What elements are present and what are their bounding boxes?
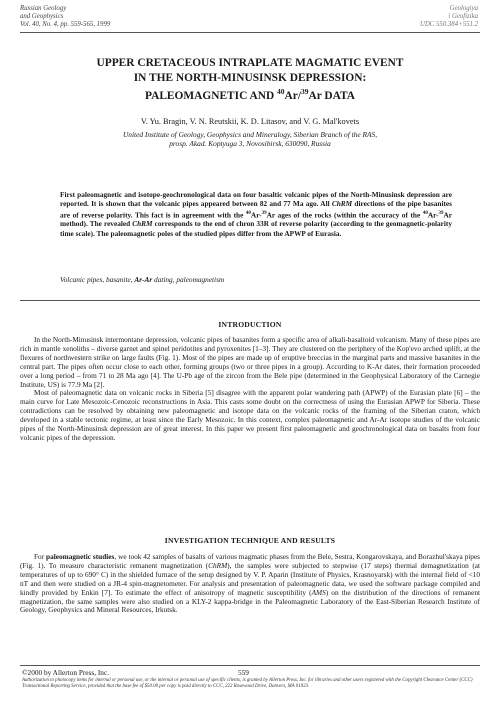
- section-heading-methods: INVESTIGATION TECHNIQUE AND RESULTS: [164, 536, 336, 545]
- affiliation-line1: United Institute of Geology, Geophysics and Mineralogy, Siberian Branch of the RAS,: [122, 130, 378, 139]
- author-list: V. Yu. Bragin, V. N. Reutskii, K. D. Litasov, and V. G. Mal'kovets: [140, 117, 360, 126]
- original-journal-line2: i Geofizika: [448, 13, 478, 21]
- title-line1: UPPER CRETACEOUS INTRAPLATE MAGMATIC EVENT: [96, 57, 404, 69]
- title-line3: PALEOMAGNETIC AND $^{40}$Ar/$^{39}$Ar DATA: [144, 87, 356, 102]
- journal-name-line2: and Geophysics: [20, 13, 64, 21]
- copyright-notice: ©2000 by Allerton Press, Inc.: [22, 668, 110, 677]
- title-line2: IN THE NORTH-MINUSINSK DEPRESSION:: [133, 71, 367, 84]
- journal-volume: Vol. 40, No. 4, pp. 559-565, 1999: [20, 21, 111, 29]
- footer-divider: [20, 665, 480, 666]
- udc-code: UDC 550.384+551.2: [419, 21, 478, 29]
- page-number: 559: [238, 668, 249, 677]
- affiliation-line2: prosp. Akad. Koptyuga 3, Novosibirsk, 630090, Russia: [169, 139, 331, 149]
- abstract: First paleomagnetic and isotope-geochronological data on four basaltic volcanic pipes of the North-Minusinsk depression are reported. It is shown that the volcanic pipes appeared between 82 and 77 Ma ago. All ChRM directions of the pipe basanites are of reverse polarity. This fact is in agreement with the $^{40}$Ar-$^{39}$Ar ages of the rocks (within the accuracy of the $^{40}$Ar-$^{39}$Ar method). The revealed ChRM corresponds to the end of chron 33R of reverse polarity (according to the geomagnetic-polarity time scale). The paleomagnetic poles of the studied pipes differ from the APWP of Eurasia.: [60, 190, 453, 238]
- paper-title: [30, 56, 470, 103]
- methods-body: [20, 553, 480, 615]
- keywords: Volcanic pipes, basanite, Ar-Ar dating, paleomagnetism: [60, 275, 225, 284]
- header-divider: [20, 32, 480, 33]
- methods-paragraph: For paleomagnetic studies, we took 42 samples of basalts of various magmatic phases from the Bele, Sestra, Kongarovskaya, and Borazhul'skaya pipes (Fig. 1). To measure characteristic remanent magnetization (ChRM), the samples were subjected to stepwise (17 steps) thermal demagnetization (at temperatures of up to 690° C) in the shielded furnace of the setup designed by V. P. Aparin (Institute of Physics, Krasnoyarsk) with the internal field of <10 nT and then were studied on a JR-4 spin-magnetometer. For analysis and presentation of paleomagnetic data, we used the software package compiled and kindly provided by Enkin [7]. To estimate the effect of anisotropy of magnetic susceptibility (AMS) on the distribution of the directions of remanent magnetization, the same samples were also studied on a KLY-2 kappa-bridge in the Paleomagnetic Laboratory of the East-Siberian Research Institute of Geology, Geophysics and Mineral Resources, Irkutsk.: [20, 552, 481, 615]
- journal-name-line1: Russian Geology: [20, 5, 67, 12]
- authorization-notice: Authorization to photocopy items for internal or personal use, or the internal or personal use of specific clients, is granted by Allerton Press, Inc. for libraries and other users registered with the Copyright Clearance Center (CCC) Transactional Reporting Service, provided that the base fee of $50.00 per copy is paid directly to CCC, 222 Rosewood Drive, Danvers, MA 01923.: [22, 678, 473, 689]
- affiliation: [40, 130, 460, 149]
- section-heading-introduction: INTRODUCTION: [218, 320, 282, 329]
- intro-paragraph: Most of paleomagnetic data on volcanic rocks in Siberia [5] disagree with the apparent polar wandering path (APWP) of the Eurasian plate [6] – the main curve for Late Mesozoic-Cenozoic reconstructions in Asia. This casts some doubt on the correctness of using the Eurasian APWP for Siberia. These contradictions can be resolved by obtaining new paleomagnetic and isotope data on the volcanic rocks of the framing of the Siberian craton, which developed in a stable tectonic regime, at least since the Early Mesozoic. In this context, complex paleomagnetic and Ar-Ar isotope studies of the volcanic pipes of the North-Minusinsk depression are of great interest. In this paper we present first paleomagnetic and geochronological data on basalts from four volcanic pipes of the depression.: [20, 388, 480, 442]
- introduction-body: [20, 336, 480, 443]
- original-journal-line1: Geologiya: [449, 5, 478, 12]
- journal-header: [20, 5, 110, 30]
- intro-paragraph: In the North-Minusinsk intermontane depression, volcanic pipes of basanites form a specific area of alkali-basaltoid volcanism. Many of these pipes are rich in mantle xenoliths – diverse garnet and spinel peridotites and pyroxenites [1–3]. They are clustered on the periphery of the Kop'evo arched uplift, at the flexures of northwestern strike on large faults (Fig. 1). Most of the pipes are made up of eruptive breccias in the marginal parts and massive basanites in the central part. The pipes often occur close to each other, forming groups (two or three pipes in a group). According to K-Ar dates, their formation proceeded over a long period – from 71 to 28 Ma ago [4]. The U-Pb age of the zircon from the Bele pipe (determined in the Geophysical Laboratory of the Carnegie Institute, US) is 77.9 Ma [2].: [20, 335, 480, 389]
- abstract-divider: [20, 300, 480, 301]
- journal-header-original: [420, 5, 478, 30]
